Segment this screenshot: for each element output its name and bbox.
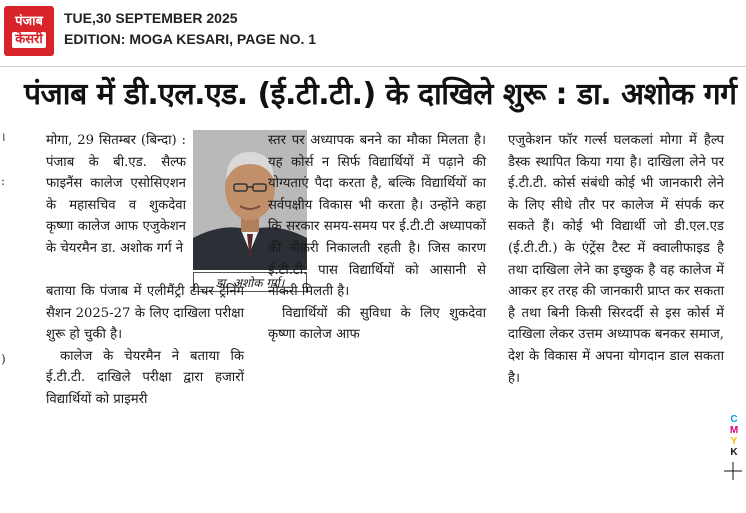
article-column-3: [508, 130, 724, 389]
cmyk-registration: [728, 414, 740, 458]
newspaper-logo: [4, 6, 54, 56]
article-column-1-bottom: [46, 281, 244, 411]
article-column-1-top: [46, 130, 186, 260]
logo-line-2: केसरी: [12, 32, 45, 48]
issue-date: TUE,30 SEPTEMBER 2025: [64, 10, 238, 26]
cmyk-c: C: [730, 414, 738, 425]
article-paragraph: बताया कि पंजाब में एलीमैंट्री टीचर ट्रेनिंग सैशन 2025-27 के लिए दाखिला परीक्षा शुरू हो चुकी है।: [46, 284, 244, 343]
header-bar: [0, 0, 746, 62]
edition-info: EDITION: MOGA KESARI, PAGE NO. 1: [64, 31, 317, 47]
edition-meta: [64, 8, 316, 50]
cmyk-y: Y: [730, 436, 738, 447]
registration-crosshair-icon: [724, 462, 742, 480]
adjacent-article-edge: । : ): [1, 130, 6, 366]
article-paragraph: कालेज के चेयरमैन ने बताया कि ई.टी.टी. दाखिले परीक्षा द्वारा हजारों विद्यार्थियों को प्राइमरी: [46, 348, 244, 407]
cmyk-k: K: [730, 447, 738, 458]
article-paragraph: स्तर पर अध्यापक बनने का मौका मिलता है। यह कोर्स न सिर्फ विद्यार्थियों में पढ़ाने की योग्यताएं पैदा करता है, बल्कि विद्यार्थियों का सर्वपक्षीय विकास भी करता है। उन्होंने कहा कि सरकार समय-समय पर ई.टी.टी अध्यापकों की नौकरी निकालती रहती है। जिस कारण ई.टी.टी. पास विद्यार्थियों को आसानी से नौकरी मिलती है।: [268, 133, 486, 300]
article-paragraph: एजुकेशन फॉर गर्ल्स घलकलां मोगा में हैल्प डैस्क स्थापित किया गया है। दाखिला लेने पर ई.टी.टी. कोर्स संबंधी कोई भी जानकारी लेने के लिए सीधे तौर पर कालेज में संपर्क कर सकते हैं। कोई भी विद्यार्थी जो डी.एल.एड (ई.टी.टी.) के एंट्रेंस टैस्ट में क्वालीफाइड है तथा दाखिला लेने का इच्छुक है वह कालेज में आकर हर तरह की जानकारी प्राप्त कर सकता है तथा बिनी किसी सिरदर्दी से इस कोर्स में दाखिला लेकर उत्तम अध्यापक बनकर समाज, देश के विकास में अपना योगदान डाल सकता है।: [508, 133, 724, 386]
logo-line-1: पंजाब: [15, 14, 43, 29]
header-divider: [0, 66, 746, 67]
cmyk-m: M: [729, 425, 739, 436]
article-column-2: [268, 130, 486, 346]
article-paragraph: विद्यार्थियों की सुविधा के लिए शुकदेवा कृष्णा कालेज आफ: [268, 305, 486, 343]
article-headline: पंजाब में डी.एल.एड. (ई.टी.टी.) के दाखिले शुरू : डा. अशोक गर्ग: [24, 77, 737, 112]
photo-caption: डा. अशोक गर्ग।: [193, 272, 307, 292]
article-lead: मोगा, 29 सितम्बर (बिन्दा) : पंजाब के बी.एड. सैल्फ फाइनैंस कालेज एसोसिएशन के महासचिव व शुकदेवा कृष्णा कालेज आफ एजुकेशन के चेयरमैन डा. अशोक गर्ग ने: [46, 133, 186, 256]
